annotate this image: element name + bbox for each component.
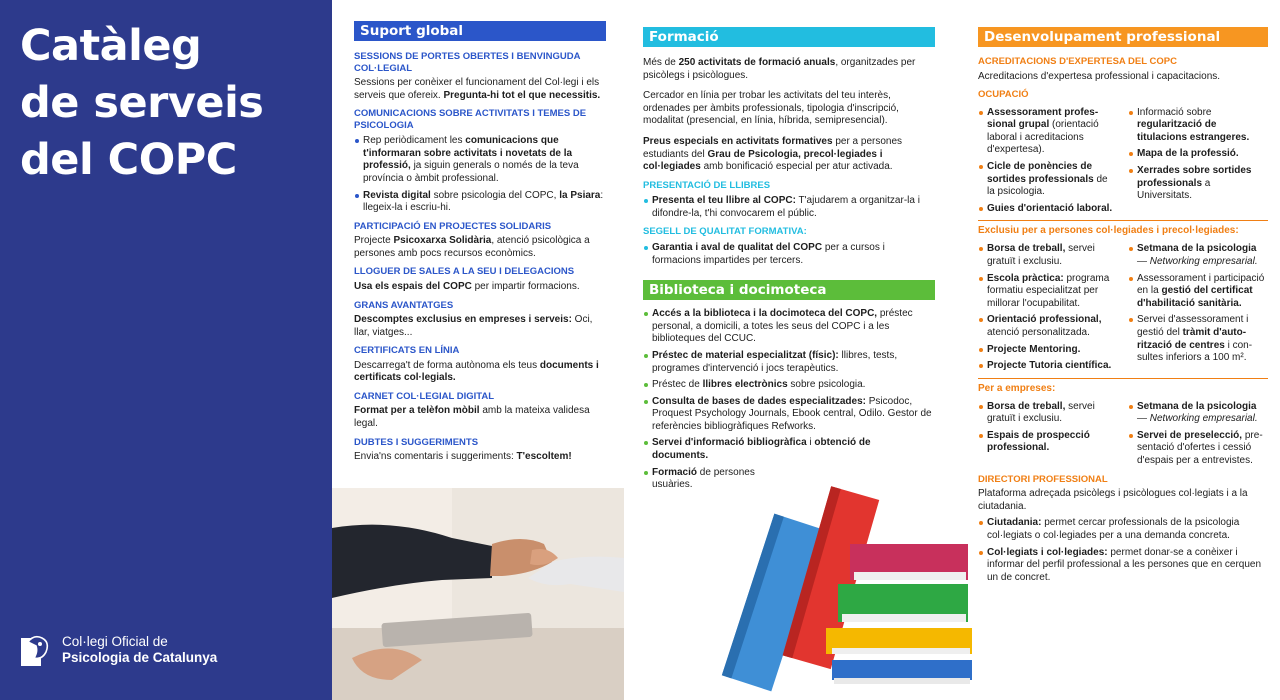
list-item: Setmana de la psicologia — Networking empresarial.: [1128, 243, 1268, 268]
list-item: Projecte Mentoring.: [978, 344, 1118, 357]
desenv-s2-title: OCUPACIÓ: [978, 89, 1029, 101]
list-item: Xerrades sobre sortides professionals a Universitats.: [1128, 165, 1268, 203]
empreses-grid: [978, 395, 1268, 468]
desenv-s5-text: Plataforma adreçada psicòlegs i psicòlogues col·legiats i a la ciutadania.: [978, 488, 1248, 512]
suport-s2-title: COMUNICACIONS SOBRE ACTIVITATS I TEMES DE PSICOLOGIA: [354, 108, 587, 131]
formacio-p1: Més de 250 activitats de formació anuals, organitzades per psicòlegs i psicòlogues.: [643, 57, 916, 81]
suport-global-header: Suport global: [354, 21, 606, 41]
desenvolupament-column: [978, 0, 1268, 700]
copc-logo-icon: [20, 632, 56, 668]
list-item: Formació de persones usuàries.: [643, 467, 772, 492]
sidebar: [0, 0, 332, 700]
desenvolupament-header: Desenvolupament professional: [978, 27, 1268, 47]
list-item: Consulta de bases de dades especialitzades: Psicodoc, Proquest Psychology Journals, Ebook central, Odilo. Gestor de referències bibliogràfiques Refworks.: [643, 396, 935, 434]
desenv-s1-text: Acreditacions d'expertesa professional i capacitacions.: [978, 70, 1221, 82]
formacio-p2: Cercador en línia per trobar les activitats del teu interès, ordenades per àmbits professionals, tipologia d'inscripció, modalitat (presencial, en línia, híbrida, semipresencial).: [643, 90, 899, 127]
list-item: Orientació professional, atenció personalitzada.: [978, 314, 1118, 339]
empreses-right-list: [1128, 397, 1268, 468]
directori-list: [978, 517, 1268, 584]
list-item: Préstec de material especialitzat (físic): llibres, tests, programes d'intervenció i jocs terapèutics.: [643, 350, 935, 375]
formacio-p3: Preus especials en activitats formatives per a persones estudiants del Grau de Psicologia, precol·legiades i col·legiades amb bonificació especial per atur activada.: [643, 135, 903, 173]
copc-logo: [20, 632, 217, 668]
title-line-1: Catàleg: [20, 21, 202, 71]
list-item: Informació sobre regularització de titulacions estrangeres.: [1128, 107, 1268, 145]
list-item: Accés a la biblioteca i la docimoteca del COPC, préstec personal, a domicili, a totes les seus del COPC i a les biblioteques del CCUC.: [643, 308, 935, 346]
page-title: [20, 18, 263, 189]
suport-s4-title: LLOGUER DE SALES A LA SEU I DELEGACIONS: [354, 266, 575, 278]
list-item: Mapa de la professió.: [1128, 148, 1268, 161]
divider: [978, 378, 1268, 379]
exclusiu-right-list: [1128, 239, 1268, 372]
list-item: Ciutadania: permet cercar professionals de la psicologia col·legiats o col·legiades per a una demanda concreta.: [978, 517, 1268, 542]
list-item: Préstec de llibres electrònics sobre psicologia.: [643, 379, 935, 392]
list-item: Revista digital sobre psicologia del COPC, la Psiara: llegeix-la i escriu-hi.: [354, 190, 606, 215]
suport-s3-title: PARTICIPACIÓ EN PROJECTES SOLIDARIS: [354, 220, 552, 232]
empreses-left-list: [978, 397, 1118, 468]
suport-s5-title: GRANS AVANTATGES: [354, 299, 454, 311]
biblioteca-list: [643, 308, 935, 492]
list-item: Presenta el teu llibre al COPC: T'ajudarem a organitzar-la i difondre-la, t'hi convocarem el públic.: [643, 195, 935, 220]
logo-text: [62, 634, 217, 666]
ocupacio-right-list: [1128, 103, 1268, 216]
list-item: Assessorament i participació en la gestió del certificat d'habilitació sanitària.: [1128, 273, 1268, 311]
biblioteca-section: [643, 280, 935, 492]
list-item: Borsa de treball, servei gratuït i exclusiu.: [978, 243, 1118, 268]
list-item: Garantia i aval de qualitat del COPC per a cursos i formacions impartides per tercers.: [643, 242, 935, 267]
list-item: Escola pràctica: programa formatiu especialitzat per millorar l'ocupabilitat.: [978, 273, 1118, 311]
desenv-s5-title: DIRECTORI PROFESSIONAL: [978, 473, 1108, 485]
desenv-s4-title: Per a empreses:: [978, 382, 1056, 394]
list-item: Projecte Tutoria científica.: [978, 360, 1118, 373]
suport-s2-list: [354, 135, 606, 215]
suport-s8-title: DUBTES I SUGGERIMENTS: [354, 436, 479, 448]
list-item: Assessorament professional grupal (orientació laboral i acreditacions d'expertesa).: [978, 107, 1118, 157]
list-item: Cicle de ponències de sortides professionals de la psicologia.: [978, 161, 1118, 199]
list-item: Setmana de la psicologia — Networking empresarial.: [1128, 401, 1268, 426]
list-item: Col·legiats i col·legiades: permet donar-se a conèixer i informar del perfil professional a les persones que en cerquen un de concret.: [978, 547, 1268, 585]
formacio-header: Formació: [643, 27, 935, 47]
formacio-s1-title: PRESENTACIÓ DE LLIBRES: [643, 179, 771, 191]
ocupacio-grid: [978, 101, 1268, 216]
title-line-3: del COPC: [20, 135, 237, 185]
formacio-s2-list: [643, 242, 935, 267]
suport-s3-text: Projecte Psicoxarxa Solidària, atenció psicològica a persones amb pocs recursos econòmics.: [354, 235, 590, 259]
suport-s6-text: Descarrega't de forma autònoma els teus documents i certificats col·legials.: [354, 359, 599, 384]
list-item: Servei de preselecció, presentació d'ofertes i cessió d'espais per a entrevistes.: [1128, 430, 1268, 468]
formacio-s2-title: SEGELL DE QUALITAT FORMATIVA:: [643, 226, 807, 238]
exclusiu-grid: [978, 237, 1268, 372]
list-item: Servei d'informació bibliogràfica i obtenció de documents.: [643, 437, 872, 462]
logo-line-1: Col·legi Oficial de: [62, 634, 168, 649]
suport-s6-title: CERTIFICATS EN LÍNIA: [354, 345, 460, 357]
exclusiu-left-list: [978, 239, 1118, 372]
desenv-s3-title: Exclusiu per a persones col·legiades i precol·legiades:: [978, 225, 1239, 237]
suport-s7-text: Format per a telèfon mòbil amb la mateixa validesa legal.: [354, 405, 590, 429]
list-item: Espais de prospecció professional.: [978, 430, 1118, 455]
title-line-2: de serveis: [20, 78, 264, 128]
suport-s8-text: Envia'ns comentaris i suggeriments: T'escoltem!: [354, 451, 572, 463]
desenv-s1-title: ACREDITACIONS D'EXPERTESA DEL COPC: [978, 56, 1177, 67]
suport-s4-text: Usa els espais del COPC per impartir formacions.: [354, 280, 580, 292]
list-item: Borsa de treball, servei gratuït i exclusiu.: [978, 401, 1118, 426]
suport-s1-title: SESSIONS DE PORTES OBERTES I BENVINGUDA COL·LEGIAL: [354, 51, 581, 74]
list-item: Servei d'assessorament i gestió del tràmit d'autorització de centres i consultes inferiors a 100 m².: [1128, 314, 1268, 364]
formacio-s1-list: [643, 195, 935, 220]
divider: [978, 220, 1268, 221]
books-illustration: [712, 478, 977, 700]
ocupacio-left-list: [978, 103, 1118, 216]
biblioteca-header: Biblioteca i docimoteca: [643, 280, 935, 300]
handshake-illustration: [332, 488, 624, 700]
suport-s1-text: Sessions per conèixer el funcionament del Col·legi i els serveis que ofereix. Pregunta-hi tot el que necessitis.: [354, 77, 601, 101]
suport-s7-title: CARNET COL·LEGIAL DIGITAL: [354, 390, 495, 402]
logo-line-2: Psicologia de Catalunya: [62, 650, 218, 665]
suport-s5-text: Descomptes exclusius en empreses i serveis: Oci, llar, viatges...: [354, 314, 593, 338]
list-item: Guies d'orientació laboral.: [978, 203, 1118, 216]
list-item: Rep periòdicament les comunicacions que t'informaran sobre activitats i novetats de la professió, ja siguin generals o només de la teva província o àmbit professional.: [354, 135, 606, 185]
